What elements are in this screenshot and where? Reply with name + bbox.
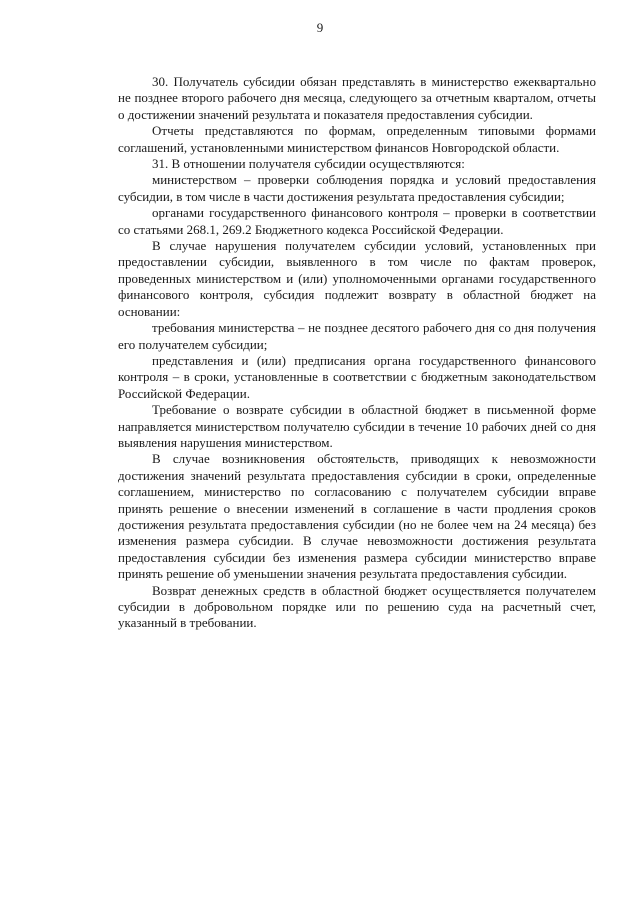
paragraph-written-requirement: Требование о возврате субсидии в областной бюджет в письменной форме направляется министерством получателю субсидии в течение 10 рабочих дней со дня выявления нарушения министерством. bbox=[118, 402, 596, 450]
paragraph-circumstances: В случае возникновения обстоятельств, приводящих к невозможности достижения значений результата предоставления субсидии в сроки, определенные соглашением, министерство по согласованию с получателем субсидии вправе принять решение о внесении изменений в соглашение в части продления сроков достижения результата предоставления субсидии (но не более чем на 24 месяца) без изменения размера субсидии. В случае невозможности достижения результата предоставления субсидии без изменения размера субсидии министерство вправе принять решение об уменьшении значения результата предоставления субсидии. bbox=[118, 451, 596, 582]
paragraph-31: 31. В отношении получателя субсидии осуществляются: bbox=[152, 156, 465, 172]
paragraph-30: 30. Получатель субсидии обязан представлять в министерство ежеквартально не позднее второго рабочего дня месяца, следующего за отчетным кварталом, отчеты о достижении значений результата и показателя предоставления субсидии. bbox=[118, 74, 596, 122]
paragraph-control-representation: представления и (или) предписания органа государственного финансового контроля – в сроки, установленные в соответствии с бюджетным законодательством Российской Федерации. bbox=[118, 352, 596, 401]
paragraph-violation-return: В случае нарушения получателем субсидии условий, установленных при предоставлении субсидии, выявленного в том числе по фактам проверок, проведенных министерством и (или) уполномоченными органами государственного финансового контроля, субсидия подлежит возврату в областной бюджет на основании: bbox=[118, 238, 596, 319]
paragraph-refund: Возврат денежных средств в областной бюджет осуществляется получателем субсидии в добровольном порядке или по решению суда на расчетный счет, указанный в требовании. bbox=[118, 582, 596, 631]
document-body bbox=[118, 74, 596, 632]
paragraph-ministry-requirement: требования министерства – не позднее десятого рабочего дня со дня получения его получателем субсидии; bbox=[118, 320, 596, 352]
paragraph-report-forms: Отчеты представляются по формам, определенным типовыми формами соглашений, установленными министерством финансов Новгородской области. bbox=[118, 123, 596, 155]
paragraph-control-checks: органами государственного финансового контроля – проверки в соответствии со статьями 268.1, 269.2 Бюджетного кодекса Российской Федерации. bbox=[118, 205, 596, 237]
paragraph-ministry-checks: министерством – проверки соблюдения порядка и условий предоставления субсидии, в том числе в части достижения результата предоставления субсидии; bbox=[118, 172, 596, 204]
page-number: 9 bbox=[316, 20, 324, 35]
